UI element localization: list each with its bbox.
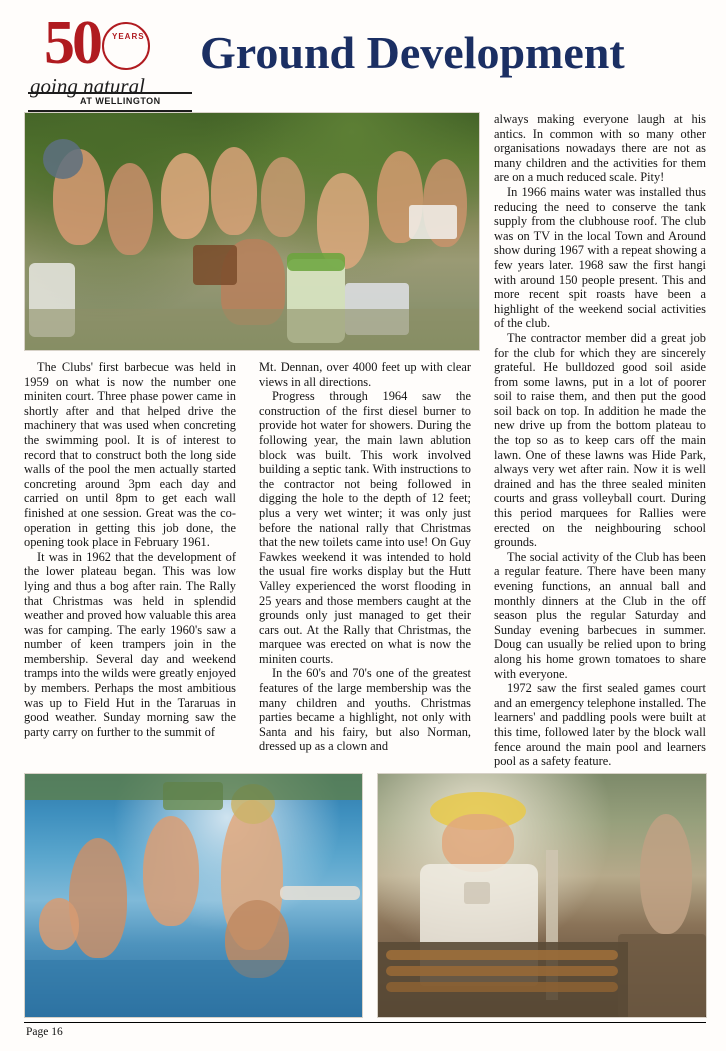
article-column-1 xyxy=(24,360,236,739)
paragraph: In 1966 mains water was installed thus reducing the need to conserve the tank supply from the clubhouse roof. The club was on TV in the local Town and Around show during 1967 with a repeat showing a few years later. 1968 saw the first hangi with around 150 people present. This and more recent spit roasts have been a highlight of the weekend social activities of the club. xyxy=(494,184,706,331)
paragraph: Mt. Dennan, over 4000 feet up with clear views in all directions. xyxy=(259,360,471,389)
page-number: Page 16 xyxy=(26,1026,63,1038)
logo-ring-decoration xyxy=(102,22,150,70)
photo-image xyxy=(378,774,706,1017)
photo-swimming-pool xyxy=(24,773,363,1018)
photo-barbecue-cook xyxy=(377,773,707,1018)
footer-divider xyxy=(24,1022,706,1023)
page-title: Ground Development xyxy=(200,27,625,78)
logo-tagline: going natural xyxy=(30,74,145,98)
anniversary-number: 50 xyxy=(44,9,100,77)
paragraph: Progress through 1964 saw the construction of the first diesel burner to provide hot water for showers. During the following year, the main lawn ablution block was built. This work involved building a septic tank. With instructions to the contractor not being followed in digging the hole to the depth of 12 feet; plus a very wet winter; it was only just before the national rally that Christmas that the new toilets came into use! On Guy Fawkes weekend it was intended to hold the usual fire works display but the Hutt Valley experienced the worst flooding in 25 years and those members caught at the grounds only just managed to get their cars out. At the Rally that Christmas, the marquee was erected on what is now the miniten courts. xyxy=(259,389,471,666)
paragraph: 1972 saw the first sealed games court and an emergency telephone installed. The learners' and paddling pools were built at this time, followed later by the block wall fence around the main pool and learners pool as a safety feature. xyxy=(494,681,706,769)
logo-location: AT WELLINGTON xyxy=(80,96,161,106)
anniversary-years-label: YEARS xyxy=(112,32,145,41)
photo-image xyxy=(25,113,479,350)
paragraph: In the 60's and 70's one of the greatest features of the large membership was the many children and youths. Christmas parties became a highlight, not only with Santa and his fairy, but also Norman, dressed up as a clown and xyxy=(259,666,471,754)
paragraph: It was in 1962 that the development of the lower plateau began. This was low lying and thus a bog after rain. The Rally that Christmas was held in splendid weather and proved how valuable this area was for camping. The early 1960's saw a number of keen trampers join in the membership. Several day and weekend tramps into the wilds were greatly enjoyed by members. Perhaps the most ambitious was up to Field Hut in the Tararuas in good weather. Sunday morning saw the party carry on further to the summit of xyxy=(24,549,236,739)
paragraph: The Clubs' first barbecue was held in 1959 on what is now the number one miniten court. Three phase power came in shortly after and that helped drive the machinery that was used when concreting the swimming pool. It is of interest to record that to construct both the long side walls of the pool the men actually started concreting around 3pm each day and carried on until 8pm to get each wall finished at one session. Great was the co-operation in getting this job done, the opening took place in February 1961. xyxy=(24,360,236,550)
article-body xyxy=(24,360,706,760)
photo-barbecue-group xyxy=(24,112,480,351)
paragraph: always making everyone laugh at his antics. In common with so many other organisations nowadays there are not as many children and the activities for them are on a much reduced scale. Pity! xyxy=(494,112,706,185)
masthead xyxy=(18,9,708,106)
paragraph: The social activity of the Club has been a regular feature. There have been many evening functions, an annual ball and monthly dinners at the Club in the off season plus the regular Saturday and Sunday evening barbecues in summer. Doug can usually be relied upon to bring along his home grown tomatoes to share with everyone. xyxy=(494,549,706,681)
article-column-2 xyxy=(259,360,471,754)
paragraph: The contractor member did a great job for the club for which they are sincerely grateful. He bulldozed good soil aside from some lawns, put in a lot of poorer soil to raise them, and then put the good soil back on top. In addition he made the new drive up from the bottom plateau to the top so as to keep cars off the main lawn. One of these lawns was Hide Park, always very wet after rain. Now it is well drained and has the three sealed miniten courts and grass volleyball court. During this period marquees for Rallies were erected on the neighbouring school grounds. xyxy=(494,330,706,550)
photo-image xyxy=(25,774,362,1017)
club-logo xyxy=(28,9,188,106)
